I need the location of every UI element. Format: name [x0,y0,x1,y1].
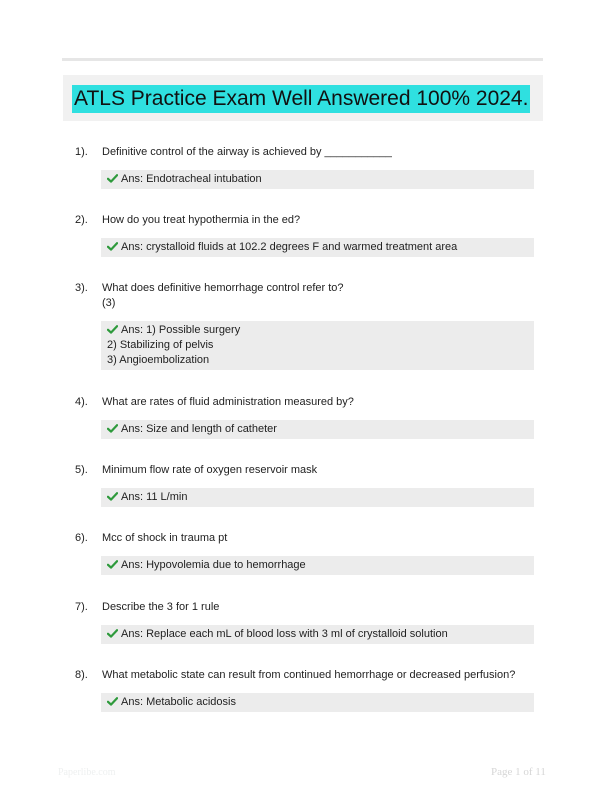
answer-box [101,238,534,257]
check-icon [107,325,118,334]
check-icon [107,697,118,706]
question-number: 5). [75,464,88,476]
question-text [102,668,532,683]
title-box [63,75,543,121]
answer-box [101,488,534,507]
answer-text: Ans: crystalloid fluids at 102.2 degrees F and warmed treatment area [121,241,458,253]
answer-line [107,240,534,255]
answer-box [101,321,534,370]
answer-text: Ans: Replace each mL of blood loss with 3 ml of crystalloid solution [121,628,448,640]
question-text [102,281,532,311]
check-icon [107,424,118,433]
answer-line [107,695,534,710]
answer-text: Ans: Endotracheal intubation [121,173,262,185]
answer-line [107,422,534,437]
answer-line [107,558,534,573]
question-text [102,463,532,478]
answer-line [107,627,534,642]
answer-box [101,556,534,575]
answer-line: 2) Stabilizing of pelvis [107,339,214,351]
footer-watermark: Paperlibe.com [58,767,116,778]
question-line: Describe the 3 for 1 rule [102,601,220,613]
answer-line [107,490,534,505]
check-icon [107,560,118,569]
answer-text: Ans: Metabolic acidosis [121,696,236,708]
answer-box [101,170,534,189]
answer-text: Ans: Hypovolemia due to hemorrhage [121,559,306,571]
answer-box [101,420,534,439]
answer-text: Ans: 1) Possible surgery [121,324,241,336]
question-text [102,600,532,615]
answer-line [107,323,534,338]
question-line: (3) [102,297,116,309]
question-line: Mcc of shock in trauma pt [102,532,228,544]
question-line: Minimum flow rate of oxygen reservoir mask [102,464,318,476]
answer-box [101,693,534,712]
answer-text: Ans: Size and length of catheter [121,423,277,435]
question-number: 3). [75,282,88,294]
check-icon [107,174,118,183]
answer-line [107,172,534,187]
top-rule [62,58,543,61]
question-line: What does definitive hemorrhage control refer to? [102,282,344,294]
answer-text: Ans: 11 L/min [121,491,188,503]
question-number: 2). [75,214,88,226]
question-number: 8). [75,669,88,681]
question-line: What metabolic state can result from continued hemorrhage or decreased perfusion? [102,669,516,681]
question-text [102,145,532,160]
question-line: How do you treat hypothermia in the ed? [102,214,301,226]
answer-line: 3) Angioembolization [107,354,210,366]
question-text [102,213,532,228]
question-number: 7). [75,601,88,613]
question-text [102,395,532,410]
question-number: 1). [75,146,88,158]
page-number: Page 1 of 11 [491,766,546,778]
question-number: 6). [75,532,88,544]
question-text [102,531,532,546]
question-line: Definitive control of the airway is achieved by ___________ [102,146,392,158]
answer-box [101,625,534,644]
check-icon [107,242,118,251]
question-line: What are rates of fluid administration measured by? [102,396,354,408]
check-icon [107,492,118,501]
page-title: ATLS Practice Exam Well Answered 100% 2024. [72,85,530,113]
question-number: 4). [75,396,88,408]
check-icon [107,629,118,638]
